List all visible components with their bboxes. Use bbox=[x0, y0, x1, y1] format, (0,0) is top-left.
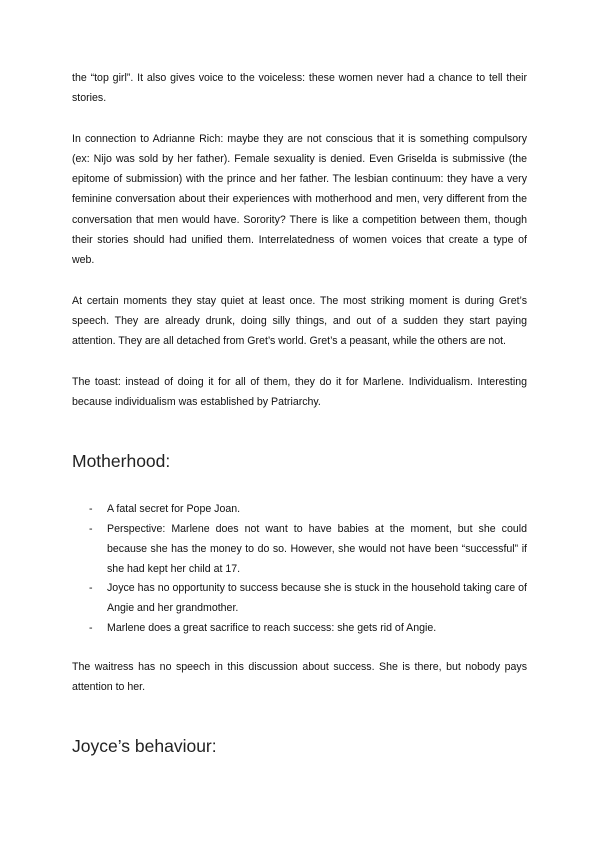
list-item bbox=[72, 579, 527, 619]
list-item-text: A fatal secret for Pope Joan. bbox=[107, 503, 241, 516]
heading-motherhood: Motherhood: bbox=[72, 451, 171, 472]
heading-joyce-behaviour: Joyce’s behaviour: bbox=[72, 736, 217, 757]
list-marker: - bbox=[89, 522, 93, 535]
list-item bbox=[72, 520, 527, 579]
list-marker: - bbox=[89, 582, 93, 595]
paragraph-quiet-moments: At certain moments they stay quiet at least once. The most striking moment is during Gret’s speech. They are already drunk, doing silly things, and out of a sudden they start paying attention. They are all detached from Gret’s world. Gret’s a peasant, while the others are not. bbox=[72, 294, 527, 348]
list-marker: - bbox=[89, 503, 93, 516]
document-page bbox=[72, 68, 527, 757]
list-item bbox=[72, 500, 527, 520]
motherhood-list bbox=[72, 500, 527, 639]
list-item-text: Joyce has no opportunity to success because she is stuck in the household taking care of Angie and her grandmother. bbox=[107, 582, 527, 615]
list-item-text: Marlene does a great sacrifice to reach success: she gets rid of Angie. bbox=[107, 621, 437, 634]
paragraph-adrianne-rich: In connection to Adrianne Rich: maybe they are not conscious that it is something compulsory (ex: Nijo was sold by her father). Female sexuality is denied. Even Griselda is submissive (the epitome of submission) with the prince and her father. The lesbian continuum: they have a very feminine conversation about their experiences with motherhood and men, very different from the conversation that men would have. Sorority? There is like a competition between them, though their stories should had unified them. Interrelatedness of women voices that create a type of web. bbox=[72, 132, 527, 267]
paragraph-toast: The toast: instead of doing it for all of them, they do it for Marlene. Individualism. Interesting because individualism was established by Patriarchy. bbox=[72, 375, 527, 408]
paragraph-waitress: The waitress has no speech in this discussion about success. She is there, but nobody pays attention to her. bbox=[72, 660, 527, 694]
list-item-text: Perspective: Marlene does not want to have babies at the moment, but she could because she has the money to do so. However, she would not have been “successful” if she had kept her child at 17. bbox=[107, 522, 527, 575]
list-marker: - bbox=[89, 621, 93, 634]
paragraph-top-girl: the “top girl”. It also gives voice to the voiceless: these women never had a chance to tell their stories. bbox=[72, 72, 527, 105]
list-item bbox=[72, 619, 527, 639]
